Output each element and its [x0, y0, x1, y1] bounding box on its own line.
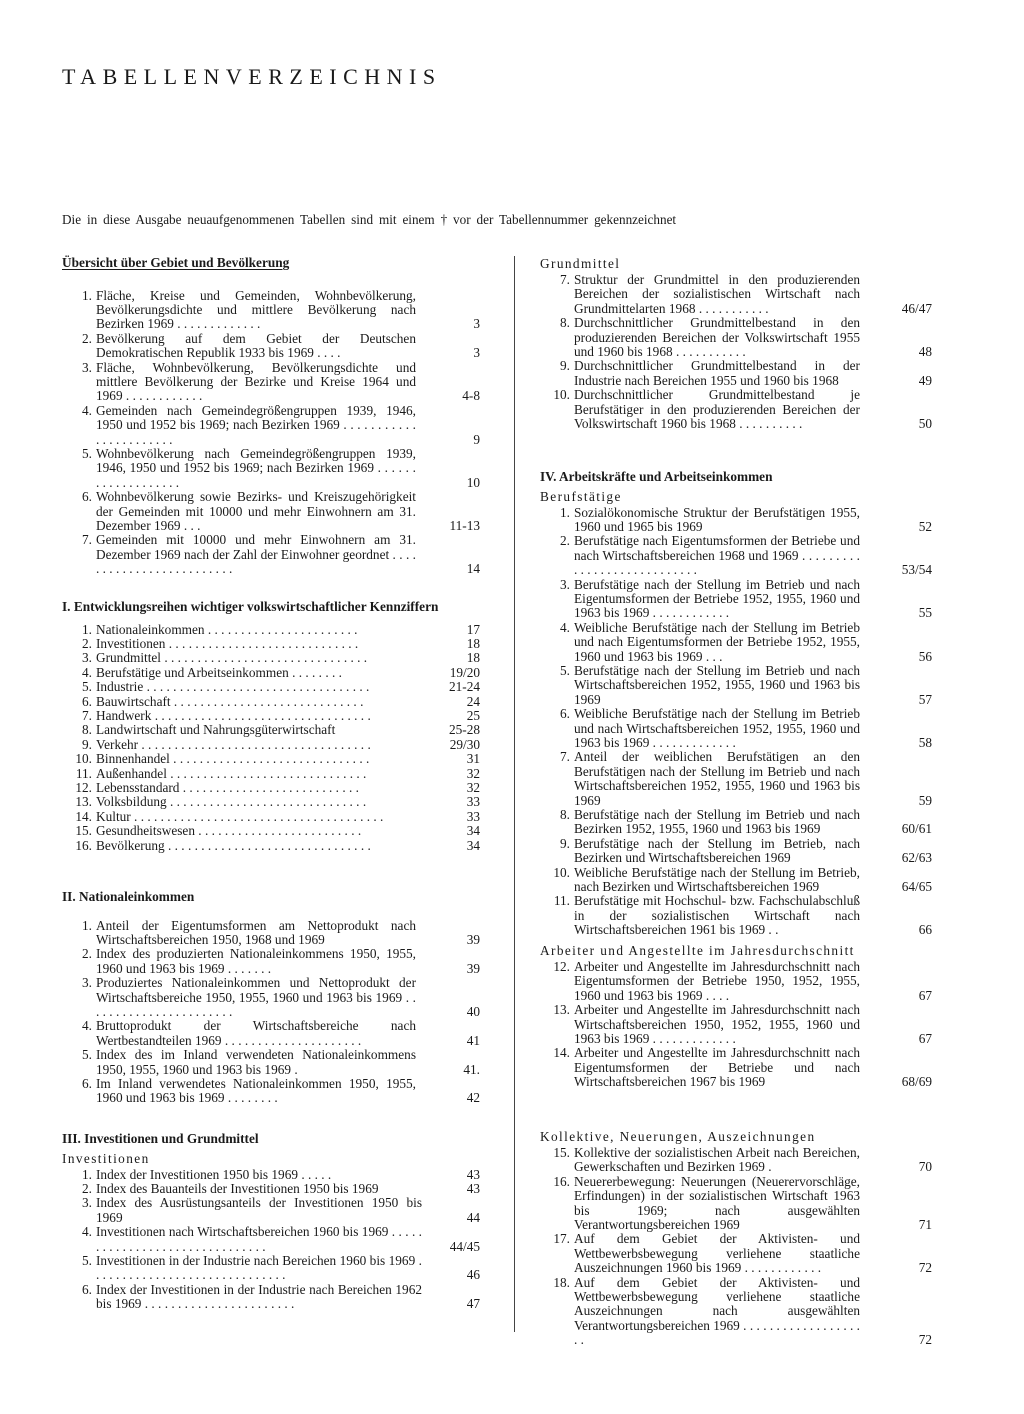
toc-section — [540, 1129, 932, 1348]
entry-number: 15. — [75, 823, 92, 839]
entry-title: Produziertes Nationaleinkommen und Nettoprodukt der Wirtschaftsbereiche 1950, 1955, 1960 und 1963 bis 1969 . . . . . . . . . . . . . . . . . . . . . . . — [96, 976, 416, 1019]
entry-number: 9. — [82, 736, 92, 752]
entry-number: 2. — [560, 533, 570, 549]
entry-title: Bevölkerung . . . . . . . . . . . . . . . . . . . . . . . . . . . . . . . — [96, 838, 371, 853]
entry-title: Berufstätige und Arbeitseinkommen . . . . . . . . — [96, 665, 342, 680]
toc-entry — [62, 332, 480, 361]
entry-page: 66 — [918, 922, 932, 938]
entry-title: Grundmittel . . . . . . . . . . . . . . . . . . . . . . . . . . . . . . . — [96, 651, 368, 666]
entry-page: 41 — [466, 1032, 480, 1048]
entry-title: Berufstätige nach Eigentumsformen der Betriebe und nach Wirtschaftsbereichen 1968 und 1969 . . . . . . . . . . . . . . . . . . . . . . . . . . . . — [574, 534, 860, 578]
entry-number: 1. — [82, 287, 92, 303]
entry-number: 9. — [560, 358, 570, 374]
entry-number: 13. — [75, 794, 92, 810]
section-subheading: Grundmittel — [540, 256, 621, 271]
entry-page: 59 — [918, 792, 932, 808]
entry-title: Investitionen . . . . . . . . . . . . . . . . . . . . . . . . . . . . . — [96, 636, 359, 651]
toc-entry — [62, 1283, 480, 1312]
entry-page: 25 — [466, 707, 480, 723]
entry-number: 1. — [82, 621, 92, 637]
entry-title: Volksbildung . . . . . . . . . . . . . . . . . . . . . . . . . . . . . . — [96, 795, 367, 810]
entry-title: Auf dem Gebiet der Aktivisten- und Wettbewerbsbewegung verliehene staatliche Auszeichnungen nach ausgewählten Verantwortungsbereichen 1969 . . . . . . . . . . . . . . . . . . . . — [574, 1275, 860, 1348]
entry-page: 10 — [466, 474, 480, 490]
toc-entry — [540, 388, 932, 431]
toc-entry — [62, 361, 480, 404]
entry-number: 6. — [82, 693, 92, 709]
toc-section — [62, 256, 480, 577]
toc-entry — [540, 894, 932, 937]
entry-number: 5. — [560, 662, 570, 678]
toc-entry — [62, 709, 480, 723]
toc-entry — [62, 1048, 480, 1077]
toc-entry — [62, 651, 480, 665]
entry-number: 12. — [553, 959, 570, 974]
section-subheading: Arbeiter und Angestellte im Jahresdurchschnitt — [540, 943, 855, 958]
toc-entry — [62, 447, 480, 490]
entry-page: 3 — [473, 316, 480, 332]
entry-page: 57 — [918, 691, 932, 707]
entry-title: Bauwirtschaft . . . . . . . . . . . . . . . . . . . . . . . . . . . . . — [96, 694, 364, 709]
intro-text: Die in diese Ausgabe neuaufgenommenen Tabellen sind mit einem † vor der Tabellennummer gekennzeichnet — [62, 212, 677, 227]
toc-section — [62, 1132, 480, 1312]
toc-entry — [62, 824, 480, 838]
entry-number: 7. — [560, 749, 570, 765]
toc-entry — [540, 621, 932, 664]
toc-section — [540, 943, 932, 1090]
entry-number: 16. — [75, 837, 92, 853]
entry-title: Wohnbevölkerung sowie Bezirks- und Kreiszugehörigkeit der Gemeinden mit 10000 und mehr Einwohnern am 31. Dezember 1969 . . . — [96, 490, 416, 533]
entry-title: Gesundheitswesen . . . . . . . . . . . . . . . . . . . . . . . . . — [96, 824, 362, 839]
entry-page: 68/69 — [901, 1074, 932, 1090]
entry-number: 2. — [82, 946, 92, 962]
entry-number: 4. — [82, 1224, 92, 1240]
entry-number: 8. — [82, 722, 92, 738]
toc-entry — [62, 738, 480, 752]
toc-entry — [62, 1077, 480, 1106]
toc-entry — [540, 1175, 932, 1233]
entry-page: 33 — [466, 794, 480, 810]
entry-page: 56 — [918, 648, 932, 664]
toc-entry — [540, 1003, 932, 1046]
entry-number: 14. — [75, 808, 92, 824]
entry-number: 3. — [82, 650, 92, 666]
toc-entry — [62, 919, 480, 948]
entry-title: Landwirtschaft und Nahrungsgüterwirtschaft — [96, 723, 336, 738]
entry-title: Struktur der Grundmittel in den produzierenden Bereichen der sozialistischen Wirtschaft nach Grundmittelarten 1968 . . . . . . . . . . . — [574, 273, 860, 316]
toc-entry — [62, 623, 480, 637]
entry-number: 5. — [82, 1252, 92, 1268]
entry-page: 58 — [918, 735, 932, 750]
entry-page: 32 — [466, 779, 480, 795]
entry-number: 18. — [553, 1274, 570, 1290]
toc-entry — [540, 837, 932, 866]
entry-page: 50 — [918, 416, 932, 432]
toc-entry — [62, 839, 480, 853]
entry-page: 67 — [918, 1031, 932, 1047]
entry-title: Auf dem Gebiet der Aktivisten- und Wettbewerbsbewegung verliehene staatliche Auszeichnungen 1960 bis 1969 . . . . . . . . . . . . — [574, 1232, 860, 1276]
entry-page: 60/61 — [901, 821, 932, 837]
entry-title: Arbeiter und Angestellte im Jahresdurchschnitt nach Eigentumsformen der Betriebe und nach Wirtschaftsbereichen 1967 bis 1969 — [574, 1046, 860, 1090]
toc-entry — [62, 490, 480, 533]
entry-number: 8. — [560, 807, 570, 823]
toc-entry — [62, 810, 480, 824]
toc-entry — [62, 695, 480, 709]
entry-title: Index des Bauanteils der Investitionen 1950 bis 1969 — [96, 1181, 379, 1196]
entry-page: 72 — [918, 1332, 932, 1348]
entry-number: 14. — [553, 1045, 570, 1061]
entry-title: Investitionen nach Wirtschaftsbereichen 1960 bis 1969 . . . . . . . . . . . . . . . . . . . . . . . . . . . . . . . — [96, 1225, 422, 1254]
toc-entry — [540, 578, 932, 621]
entry-title: Außenhandel . . . . . . . . . . . . . . . . . . . . . . . . . . . . . . — [96, 766, 367, 781]
entry-title: Arbeiter und Angestellte im Jahresdurchschnitt nach Wirtschaftsbereichen 1950, 1952, 1955, 1960 und 1963 bis 1969 . . . . . . . . . . . . . — [574, 1003, 860, 1047]
entry-page: 46/47 — [901, 300, 932, 316]
toc-entry — [540, 1046, 932, 1089]
entry-title: Bevölkerung auf dem Gebiet der Deutschen Demokratischen Republik 1933 bis 1969 . . . . — [96, 331, 416, 361]
entry-number: 1. — [82, 917, 92, 933]
entry-title: Index des produzierten Nationaleinkommens 1950, 1955, 1960 und 1963 bis 1969 . . . . . . . — [96, 947, 416, 976]
toc-entry — [540, 960, 932, 1003]
entry-title: Bruttoprodukt der Wirtschaftsbereiche nach Wertbestandteilen 1969 . . . . . . . . . . . . . . . . . . . . . — [96, 1019, 416, 1048]
entry-page: 18 — [466, 635, 480, 651]
toc-entry — [62, 289, 480, 332]
section-heading: III. Investitionen und Grundmittel — [62, 1131, 259, 1146]
entry-page: 40 — [466, 1003, 480, 1019]
entry-number: 15. — [553, 1145, 570, 1160]
entry-title: Gemeinden nach Gemeindegrößengruppen 1939, 1946, 1950 und 1952 bis 1969; nach Bezirken 1969 . . . . . . . . . . . . . . . . . . . . . . . — [96, 403, 416, 447]
toc-entry — [540, 534, 932, 577]
entry-page: 34 — [466, 837, 480, 853]
entry-title: Weibliche Berufstätige nach der Stellung im Betrieb und nach Eigentumsformen der Betriebe 1952, 1955, 1960 und 1963 bis 1969 . . . — [574, 620, 860, 664]
entry-number: 2. — [82, 1180, 92, 1196]
entry-number: 17. — [553, 1231, 570, 1247]
toc-entry — [540, 359, 932, 388]
entry-page: 44 — [466, 1209, 480, 1225]
entry-page: 32 — [466, 765, 480, 781]
entry-page: 47 — [466, 1296, 480, 1312]
section-subheading: Berufstätige — [540, 488, 622, 504]
column-divider — [514, 256, 515, 1332]
entry-title: Index der Investitionen 1950 bis 1969 . . . . . — [96, 1167, 332, 1182]
entry-title: Verkehr . . . . . . . . . . . . . . . . . . . . . . . . . . . . . . . . . . . — [96, 737, 371, 752]
entry-number: 8. — [560, 315, 570, 331]
entry-number: 5. — [82, 445, 92, 461]
entry-number: 4. — [82, 402, 92, 418]
toc-entry — [62, 1182, 480, 1196]
entry-number: 16. — [553, 1173, 570, 1189]
entry-title: Arbeiter und Angestellte im Jahresdurchschnitt nach Eigentumsformen der Betriebe 1950, 1952, 1955, 1960 und 1963 bis 1969 . . . . — [574, 960, 860, 1003]
toc-entry — [62, 947, 480, 976]
entry-title: Durchschnittlicher Grundmittelbestand in den produzierenden Bereichen der Volkswirtschaft 1955 und 1960 bis 1968 . . . . . . . . . . . — [574, 316, 860, 360]
entry-page: 24 — [466, 693, 480, 709]
entry-page: 55 — [918, 605, 932, 621]
entry-page: 34 — [466, 823, 480, 839]
toc-entry — [62, 680, 480, 694]
section-heading: I. Entwicklungsreihen wichtiger volkswirtschaftlicher Kennziffern — [62, 599, 439, 614]
entry-title: Im Inland verwendetes Nationaleinkommen 1950, 1955, 1960 und 1963 bis 1969 . . . . . . . . — [96, 1076, 416, 1106]
entry-number: 3. — [560, 576, 570, 592]
entry-page: 41. — [463, 1061, 480, 1077]
entry-number: 11. — [553, 893, 570, 909]
entry-page: 67 — [918, 987, 932, 1003]
toc-entry — [540, 1276, 932, 1348]
entry-page: 17 — [466, 621, 480, 637]
entry-title: Weibliche Berufstätige nach der Stellung im Betrieb und nach Wirtschaftsbereichen 1952, 1955, 1960 und 1963 bis 1969 . . . . . . . . . . . . . — [574, 707, 860, 750]
toc-entry — [62, 723, 480, 737]
entry-page: 49 — [918, 372, 932, 388]
entry-page: 4-8 — [462, 388, 480, 404]
entry-title: Wohnbevölkerung nach Gemeindegrößengruppen 1939, 1946, 1950 und 1952 bis 1969; nach Bezirken 1969 . . . . . . . . . . . . . . . . . . . — [96, 446, 416, 490]
entry-page: 46 — [466, 1267, 480, 1283]
entry-number: 9. — [560, 835, 570, 851]
entry-number: 4. — [560, 619, 570, 635]
entry-number: 5. — [82, 679, 92, 695]
entry-title: Index des Ausrüstungsanteils der Investitionen 1950 bis 1969 — [96, 1196, 422, 1225]
entry-page: 42 — [466, 1090, 480, 1106]
toc-entry — [540, 707, 932, 750]
entry-page: 64/65 — [901, 879, 932, 895]
page-title: TABELLENVERZEICHNIS — [62, 64, 442, 89]
entry-title: Gemeinden mit 10000 und mehr Einwohnern am 31. Dezember 1969 nach der Zahl der Einwohner geordnet . . . . . . . . . . . . . . . . . . . . . . . . . — [96, 533, 416, 577]
toc-entry — [540, 664, 932, 707]
toc-entry — [540, 316, 932, 359]
entry-number: 10. — [553, 864, 570, 880]
entry-number: 6. — [82, 1075, 92, 1091]
toc-entry — [62, 533, 480, 576]
toc-entry — [62, 1168, 480, 1182]
entry-number: 10. — [75, 751, 92, 767]
entry-page: 11-13 — [449, 518, 480, 533]
entry-title: Index des im Inland verwendeten Nationaleinkommens 1950, 1955, 1960 und 1963 bis 1969 . — [96, 1048, 416, 1077]
section-subheading: Investitionen — [62, 1150, 150, 1166]
entry-number: 7. — [560, 272, 570, 287]
entry-title: Anteil der weiblichen Berufstätigen an den Berufstätigen nach der Stellung im Betrieb und nach Wirtschaftsbereichen 1952, 1955, 1960 und 1963 bis 1969 — [574, 750, 860, 808]
entry-title: Industrie . . . . . . . . . . . . . . . . . . . . . . . . . . . . . . . . . . — [96, 680, 370, 695]
toc-entry — [540, 750, 932, 808]
toc-entry — [62, 752, 480, 766]
toc-section — [62, 890, 480, 1106]
entry-title: Lebensstandard . . . . . . . . . . . . . . . . . . . . . . . . . . . — [96, 780, 359, 795]
entry-title: Investitionen in der Industrie nach Bereichen 1960 bis 1969 . . . . . . . . . . . . . . . . . . . . . . . . . . . . . . — [96, 1253, 422, 1283]
entry-page: 44/45 — [449, 1238, 480, 1254]
entry-page: 39 — [466, 960, 480, 976]
entry-number: 4. — [82, 1018, 92, 1034]
entry-title: Weibliche Berufstätige nach der Stellung im Betrieb, nach Bezirken und Wirtschaftsbereichen 1969 — [574, 865, 860, 895]
entry-page: 62/63 — [901, 850, 932, 866]
entry-number: 7. — [82, 532, 92, 548]
toc-entry — [62, 1225, 480, 1254]
entry-page: 53/54 — [901, 562, 932, 578]
toc-entry — [62, 666, 480, 680]
toc-section — [540, 256, 932, 431]
entry-page: 31 — [466, 751, 480, 767]
entry-page: 43 — [466, 1166, 480, 1182]
entry-page: 29/30 — [449, 736, 480, 752]
entry-page: 19/20 — [449, 664, 480, 680]
entry-title: Kollektive der sozialistischen Arbeit nach Bereichen, Gewerkschaften und Bezirken 1969 . — [574, 1146, 860, 1175]
toc-entry — [62, 637, 480, 651]
entry-page: 25-28 — [448, 722, 480, 738]
entry-page: 43 — [466, 1180, 480, 1196]
entry-title: Berufstätige nach der Stellung im Betrieb und nach Wirtschaftsbereichen 1952, 1955, 1960 und 1963 bis 1969 — [574, 663, 860, 707]
section-heading: IV. Arbeitskräfte und Arbeitseinkommen — [540, 469, 773, 484]
entry-number: 6. — [560, 706, 570, 722]
toc-entry — [62, 1196, 480, 1225]
toc-entry — [540, 273, 932, 316]
entry-title: Index der Investitionen in der Industrie nach Bereichen 1962 bis 1969 . . . . . . . . . . . . . . . . . . . . . . . — [96, 1282, 422, 1312]
entry-page: 14 — [466, 561, 480, 577]
toc-entry — [62, 976, 480, 1019]
entry-number: 10. — [553, 387, 570, 403]
toc-entry — [62, 767, 480, 781]
entry-number: 5. — [82, 1047, 92, 1063]
entry-number: 4. — [82, 664, 92, 680]
entry-title: Kultur . . . . . . . . . . . . . . . . . . . . . . . . . . . . . . . . . . . . . . — [96, 809, 384, 824]
entry-title: Nationaleinkommen . . . . . . . . . . . . . . . . . . . . . . . — [96, 622, 358, 637]
entry-title: Fläche, Kreise und Gemeinden, Wohnbevölkerung, Bevölkerungsdichte und mittlere Bevölkerung nach Bezirken 1969 . . . . . . . . . . . . . — [96, 288, 416, 332]
toc-entry — [540, 866, 932, 895]
toc-entry — [62, 781, 480, 795]
entry-title: Berufstätige nach der Stellung im Betrieb und nach Bezirken 1952, 1955, 1960 und 1963 bis 1969 — [574, 808, 860, 837]
entry-title: Berufstätige nach der Stellung im Betrieb und nach Eigentumsformen der Betriebe 1952, 1955, 1960 und 1963 bis 1969 . . . . . . . . . . . . — [574, 577, 860, 621]
entry-page: 52 — [918, 518, 932, 534]
entry-number: 7. — [82, 707, 92, 723]
toc-entry — [62, 1019, 480, 1048]
entry-title: Fläche, Wohnbevölkerung, Bevölkerungsdichte und mittlere Bevölkerung der Bezirke und Kreise 1964 und 1969 . . . . . . . . . . . . — [96, 360, 416, 404]
entry-title: Berufstätige mit Hochschul- bzw. Fachschulabschluß in der sozialistischen Wirtschaft nach Wirtschaftsbereichen 1961 bis 1969 . . — [574, 894, 860, 938]
entry-number: 6. — [82, 1281, 92, 1297]
entry-title: Durchschnittlicher Grundmittelbestand in der Industrie nach Bereichen 1955 und 1960 bis 1968 — [574, 359, 860, 388]
entry-title: Binnenhandel . . . . . . . . . . . . . . . . . . . . . . . . . . . . . . — [96, 752, 370, 767]
entry-page: 39 — [466, 931, 480, 947]
entry-title: Berufstätige nach der Stellung im Betrieb, nach Bezirken und Wirtschaftsbereichen 1969 — [574, 836, 860, 866]
toc-entry — [540, 808, 932, 837]
entry-number: 11. — [75, 765, 92, 781]
entry-title: Durchschnittlicher Grundmittelbestand je Berufstätiger in den produzierenden Bereichen der Volkswirtschaft 1960 bis 1968 . . . . . . . . . . — [574, 388, 860, 432]
entry-page: 3 — [473, 345, 480, 361]
entry-number: 2. — [82, 635, 92, 651]
entry-number: 6. — [82, 489, 92, 505]
toc-entry — [62, 404, 480, 447]
entry-page: 21-24 — [448, 679, 480, 695]
toc-entry — [62, 795, 480, 809]
entry-page: 9 — [473, 431, 480, 447]
entry-page: 72 — [918, 1260, 932, 1276]
toc-entry — [540, 1232, 932, 1275]
section-heading: Übersicht über Gebiet und Bevölkerung — [62, 255, 290, 270]
entry-page: 71 — [918, 1217, 932, 1233]
entry-number: 1. — [560, 504, 570, 520]
entry-page: 48 — [918, 344, 932, 360]
entry-page: 18 — [466, 650, 480, 666]
entry-number: 2. — [82, 330, 92, 346]
section-subheading: Kollektive, Neuerungen, Auszeichnungen — [540, 1129, 816, 1144]
entry-number: 1. — [82, 1166, 92, 1182]
entry-title: Sozialökonomische Struktur der Berufstätigen 1955, 1960 und 1965 bis 1969 — [574, 505, 860, 534]
entry-number: 3. — [82, 1195, 92, 1211]
entry-title: Anteil der Eigentumsformen am Nettoprodukt nach Wirtschaftsbereichen 1950, 1968 und 1969 — [96, 918, 416, 947]
toc-section — [540, 470, 932, 938]
entry-title: Neuererbewegung: Neuerungen (Neuerervorschläge, Erfindungen) in der sozialistischen Wirtschaft 1963 bis 1969; nach ausgewählten Verantwortungsbereichen 1969 — [574, 1174, 860, 1233]
section-heading: II. Nationaleinkommen — [62, 889, 195, 904]
entry-number: 13. — [553, 1002, 570, 1018]
entry-page: 70 — [918, 1159, 932, 1175]
entry-number: 3. — [82, 359, 92, 375]
entry-number: 12. — [75, 779, 92, 795]
entry-page: 33 — [466, 808, 480, 824]
toc-section — [62, 600, 480, 853]
entry-number: 3. — [82, 975, 92, 991]
toc-entry — [540, 506, 932, 535]
toc-entry — [540, 1146, 932, 1175]
entry-title: Handwerk . . . . . . . . . . . . . . . . . . . . . . . . . . . . . . . . . — [96, 708, 371, 723]
toc-entry — [62, 1254, 480, 1283]
